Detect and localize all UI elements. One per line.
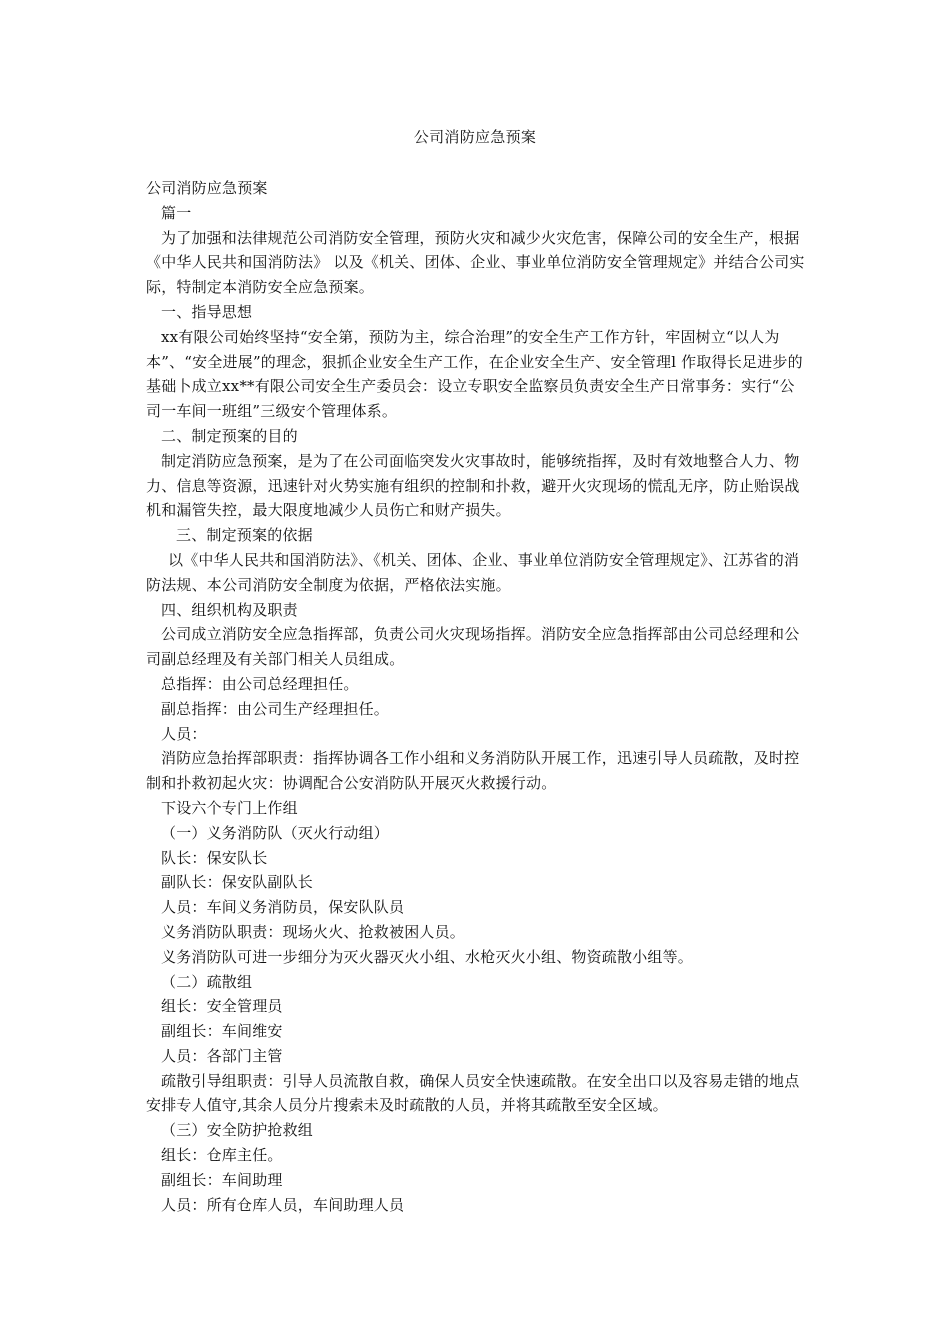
group-heading-1: （一）义务消防队（灭火行动组）	[161, 823, 390, 842]
paragraph-intro: 为了加强和法律规范公司消防安全管理，预防火灾和减少火灾危害，保障公司的安全生产，根据《中华人民共和国消防法》 以及《机关、团体、企业、事业单位消防安全管理规定》并结合公司实际，特制定本消防安全应急预案。	[146, 228, 805, 297]
document-title: 公司消防应急预案	[413, 128, 537, 146]
line-team-duties: 义务消防队职责：现场火火、抢救被困人员。	[161, 922, 466, 941]
line-rescue-leader: 组长：仓库主任。	[161, 1146, 283, 1165]
line-commander: 总指挥：由公司总经理担任。	[161, 674, 359, 693]
document-body	[146, 176, 806, 1217]
line-deputy-commander: 副总指挥：由公司生产经理担任。	[161, 699, 390, 718]
paragraph-evac-duties: 疏散引导组职责：引导人员流散自救，确保人员安全快速疏散。在安全出口以及容易走错的地点安排专人值守,其余人员分片搜索未及时疏散的人员，并将其疏散至安全区域。	[146, 1071, 800, 1115]
group-heading-3: （三）安全防护抢救组	[161, 1121, 314, 1140]
line-team-subdivision: 义务消防队可进一步细分为灭火器灭火小组、水枪灭火小组、物资疏散小组等。	[161, 947, 694, 966]
paragraph-basis: 以《中华人民共和国消防法》、《机关、团体、企业、事业单位消防安全管理规定》、江苏省的消防法规、本公司消防安全制度为依据，严格依法实施。	[146, 550, 800, 594]
paragraph-organization: 公司成立消防安全应急指挥部，负责公司火灾现场指挥。消防安全应急指挥部由公司总经理和公司副总经理及有关部门相关人员组成。	[146, 625, 800, 669]
line-evac-leader: 组长：安全管理员	[161, 997, 283, 1016]
section-heading-2: 二、制定预案的目的	[161, 426, 298, 445]
line-team-leader: 队长：保安队长	[161, 848, 268, 867]
section-heading-1: 一、指导思想	[161, 302, 253, 321]
section-heading-4: 四、组织机构及职责	[161, 600, 298, 619]
group-heading-2: （二）疏散组	[161, 972, 253, 991]
paragraph-heading: 公司消防应急预案	[146, 179, 268, 197]
line-work-groups: 下设六个专门上作组	[161, 798, 298, 817]
line-team-members: 人员：车间义务消防员，保安队队员	[161, 898, 405, 917]
paragraph-section-label: 篇一	[161, 203, 192, 222]
paragraph-command-duties: 消防应急抬挥部职责：指挥协调各工作小组和义务消防队开展工作，迅速引导人员疏散，及时控制和扑救初起火灾：协调配合公安消防队开展灭火救援行动。	[146, 749, 800, 793]
line-personnel: 人员：	[161, 724, 207, 743]
line-evac-deputy: 副组长：车间维安	[161, 1022, 283, 1041]
line-rescue-members: 人员：所有仓库人员，车间助理人员	[161, 1195, 405, 1214]
line-evac-members: 人员：各部门主管	[161, 1046, 283, 1065]
line-rescue-deputy: 副组长：车间助理	[161, 1170, 283, 1189]
paragraph-guiding-thought: xx有限公司始终坚持“安全第，预防为主，综合治理”的安全生产工作方针，牢固树立“以人为本”、“安全进展”的理念，狠抓企业安全生产工作，在企业安全生产、安全管理l 作取得长足进步的基础卜成立xx**有限公司安全生产委员会：设立专职安全监察员负责安全生产日常事务：实行“公司一车间一班组”三级安个管理体系。	[146, 327, 803, 421]
section-heading-3: 三、制定预案的依据	[176, 526, 313, 545]
line-deputy-team-leader: 副队长：保安队副队长	[161, 873, 314, 892]
paragraph-purpose: 制定消防应急预案，是为了在公司面临突发火灾事故时，能够统指挥，及时有效地整合人力、物力、信息等资源，迅速针对火势实施有组织的控制和扑救，避开火灾现场的慌乱无序，防止贻误战机和漏管失控，最大限度地减少人员伤亡和财产损失。	[146, 451, 800, 520]
